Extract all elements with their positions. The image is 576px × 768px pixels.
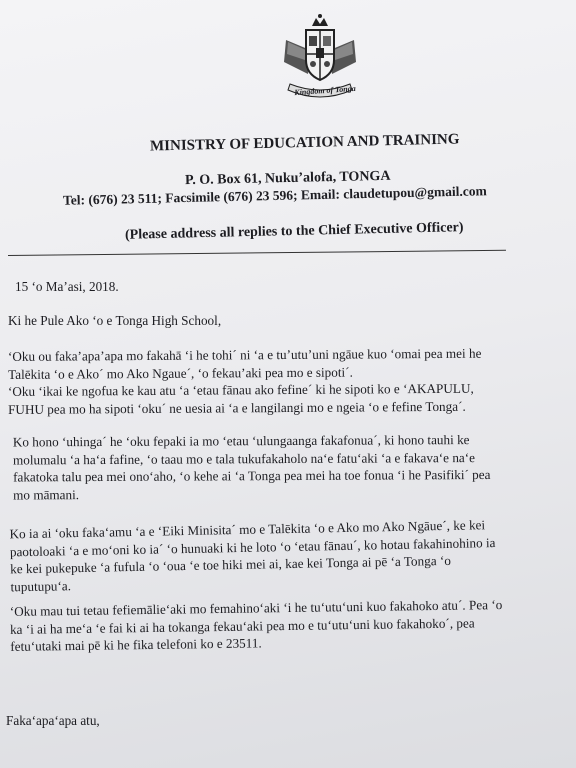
paragraph-line: fetu‘utaki mai pē ki he fika telefoni ko e 23511. [10,635,262,654]
postal-address: P. O. Box 61, Nuku’alofa, TONGA [184,168,391,189]
paragraph-line: ‘Oku ou faka’apa’apa mo fakahā ‘i he tohi´ ni ‘a e tu’utu’uni ngāue kuo ‘omai pea mei he [7,345,482,364]
contact-details: Tel: (676) 23 511; Facsimile (676) 23 596; Email: claudetupou@gmail.com [62,183,487,208]
paragraph-line: fakatoka talu pea mei ono‘aho, ‘o kehe ai ‘a Tonga pea mei ha toe fonua ‘i he Pasifiki´ pea [13,466,491,485]
reply-instructions: (Please address all replies to the Chief Executive Officer) [124,220,464,243]
paragraph-line: Ko hono ‘uhinga´ he ‘oku fepaki ia mo ‘etau ‘ulungaanga fakafonua´, ki hono tauhi ke [12,432,470,450]
paragraph-3 [13,431,573,504]
paragraph-line: molumalu ‘a ha‘a fafine, ‘o taau mo e tala tukufakaholo na‘e fatu‘aki ‘a e fakava‘e na‘e [12,449,476,467]
ministry-title: MINISTRY OF EDUCATION AND TRAINING [149,131,460,155]
paragraph-line: ka ‘i ai ha me‘a ‘e fai ki ai ha tokanga fekau‘aki pea mo e tu‘utu‘uni kuo fakahoko´, pea [9,614,475,637]
letter-salutation: Ki he Pule Ako ‘o e Tonga High School, [8,313,222,328]
paragraph-line: FUHU pea mo ha sipoti ‘oku´ ne uesia ai ‘a e langilangi mo e ngeia ‘o e fefine Tonga´. [8,398,466,417]
paragraph-line: Ko ia ai ‘oku faka‘amu ‘a e ‘Eiki Minisita´ mo e Talēkita ‘o e Ako mo Ako Ngāue´, ke kei [9,517,486,542]
crest-caption: Kingdom of Tonga [294,83,356,98]
paragraph-line: mo māmani. [13,486,80,502]
letterhead-divider [8,250,506,256]
paragraph-line: Talēkita ‘o e Ako´ mo Ako Ngaue´, ‘o fekau’aki pea mo e sipoti´. [8,364,353,382]
paragraph-line: ‘Oku mau tui tetau fefiemālie‘aki mo femahino‘aki ‘i he tu‘utu‘uni kuo fakahoko atu´. Pea ‘o [9,597,503,619]
paragraph-line: paotoloaki ‘a e mo‘oni ko ia´ ‘o hunuaki ki he loto ‘o ‘etau fānau´, ko hotau fakahinohino ia [9,534,496,559]
paragraph-line: ke kei pukepuke ‘a fufula ‘o ‘oua ‘e toe hiki mei ai, kae kei Tonga ai pē ‘a Tonga ‘o [10,552,452,577]
paragraph-1 [8,344,568,383]
paragraph-4 [9,515,570,596]
paragraph-2 [8,379,568,418]
letter-date: 15 ‘o Ma’asi, 2018. [15,279,119,294]
paragraph-line: ‘Oku ‘ikai ke ngofua ke kau atu ‘a ‘etau fānau ako fefine´ ki he sipoti ko e ‘AKAPULU, [7,380,474,399]
paragraph-line: tuputupu‘a. [10,577,72,594]
paragraph-5 [10,595,571,655]
letter-closing: Faka‘apa‘apa atu, [6,713,100,728]
